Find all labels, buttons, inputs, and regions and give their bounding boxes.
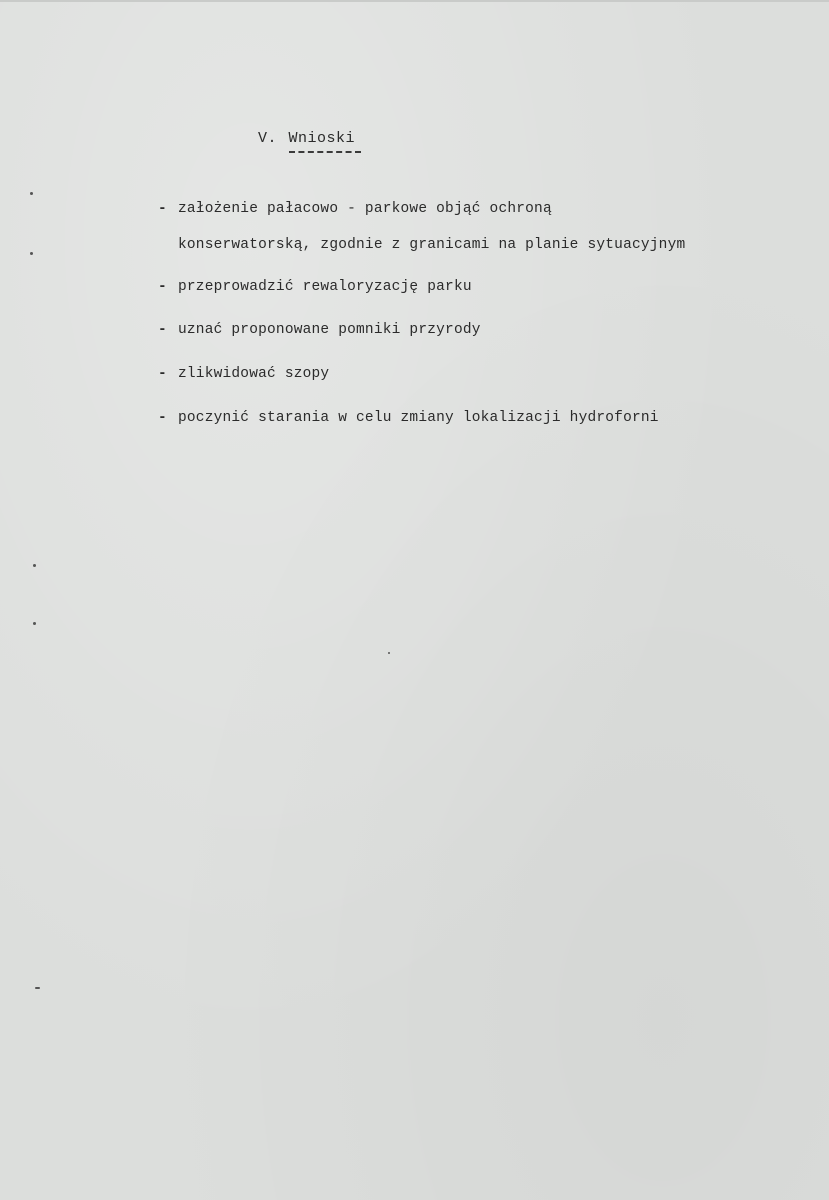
paper-speck xyxy=(30,252,33,255)
list-item-text: zlikwidować szopy xyxy=(178,366,330,382)
bullet-dash: - xyxy=(158,322,167,338)
bullet-dash: - xyxy=(158,201,167,217)
bullet-dash: - xyxy=(158,410,167,426)
list-item-text: przeprowadzić rewaloryzację parku xyxy=(178,279,472,295)
section-title: Wnioski xyxy=(289,130,362,147)
paper-speck xyxy=(35,987,40,989)
section-heading xyxy=(258,130,361,147)
paper-speck xyxy=(33,622,36,625)
list-item-continuation: konserwatorską, zgodnie z granicami na planie sytuacyjnym xyxy=(178,237,686,253)
list-item xyxy=(158,410,659,426)
list-item xyxy=(158,279,472,295)
list-item xyxy=(158,322,481,338)
list-item xyxy=(158,201,552,217)
list-item xyxy=(158,366,329,382)
list-item-text: założenie pałacowo - parkowe objąć ochroną xyxy=(178,201,552,217)
paper-speck xyxy=(33,564,36,567)
list-item-text: poczynić starania w celu zmiany lokalizacji hydroforni xyxy=(178,410,659,426)
bullet-dash: - xyxy=(158,366,167,382)
list-item-text: uznać proponowane pomniki przyrody xyxy=(178,322,481,338)
bullet-dash: - xyxy=(158,279,167,295)
paper-speck xyxy=(30,192,33,195)
paper-speck xyxy=(388,652,390,654)
section-number: V. xyxy=(258,130,278,147)
